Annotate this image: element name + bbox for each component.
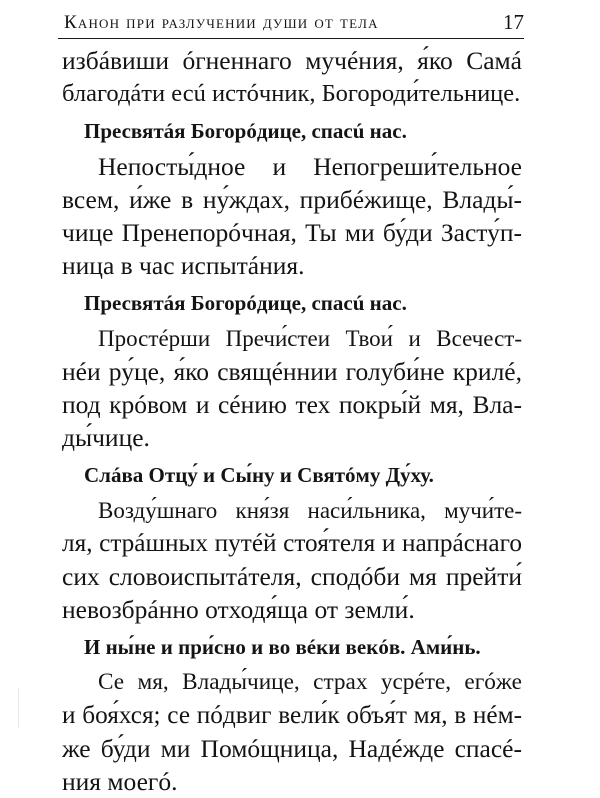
- text-line: невозбрáнно отходя́ща от земли́.: [62, 595, 415, 624]
- text-line: нéи ру́це, я́ко свящéннии голуби́не крилé,: [62, 357, 522, 386]
- text-line: благодáти есú истóчник, Богороди́тельнице.: [62, 80, 521, 107]
- running-title: Канон при разлучении души от тела: [64, 12, 379, 33]
- refrain: Слáва Отцу́ и Сы́ну и Святóму Ду́ху.: [84, 463, 434, 487]
- text-line: чице Пренепорóчная, Ты ми бу́ди Засту́п-: [62, 218, 522, 247]
- text-line: сих словоиспытáтеля, сподóби мя прейти́: [62, 562, 522, 591]
- text-line: ля, стрáшных путéй стоя́теля и напрáснаго: [62, 529, 522, 557]
- text-line: и боя́хся; се пóдвиг вели́к объя́т мя, в нéм-: [62, 701, 522, 729]
- text-line: избáвиши óгненнаго мучéния, я́ко Самá: [62, 46, 522, 75]
- text-line: всем, и́же в ну́ждах, прибéжище, Влады́-: [62, 185, 522, 214]
- text-line: же бу́ди ми Помóщница, Надéжде спасé-: [62, 734, 522, 763]
- page-number: 17: [503, 10, 524, 34]
- text-line: ды́чице.: [62, 423, 150, 452]
- text-line: под крóвом и сéнию тех покры́й мя, Вла-: [62, 390, 522, 419]
- refrain: Пресвятáя Богорóдице, спасú нас.: [84, 119, 407, 143]
- text-line: Се мя, Влады́чице, страх усрéте, егóже: [98, 669, 522, 695]
- running-header: [58, 10, 524, 39]
- page-edge-mark: [18, 688, 19, 728]
- text-line: ния моегó.: [62, 767, 178, 796]
- page-body: [62, 44, 522, 798]
- text-line: ница в час испытáния.: [62, 251, 305, 280]
- text-line: Простéрши Пречи́стеи Твои́ и Всечест-: [98, 326, 522, 351]
- text-line: Возду́шнаго кня́зя наси́льника, мучи́те-: [98, 498, 522, 523]
- refrain: И ны́не и при́сно и во вéки векóв. Ами́нь.: [84, 635, 481, 659]
- refrain: Пресвятáя Богорóдице, спасú нас.: [84, 291, 407, 315]
- text-line: Непосты́дное и Непогреши́тельное: [98, 152, 522, 181]
